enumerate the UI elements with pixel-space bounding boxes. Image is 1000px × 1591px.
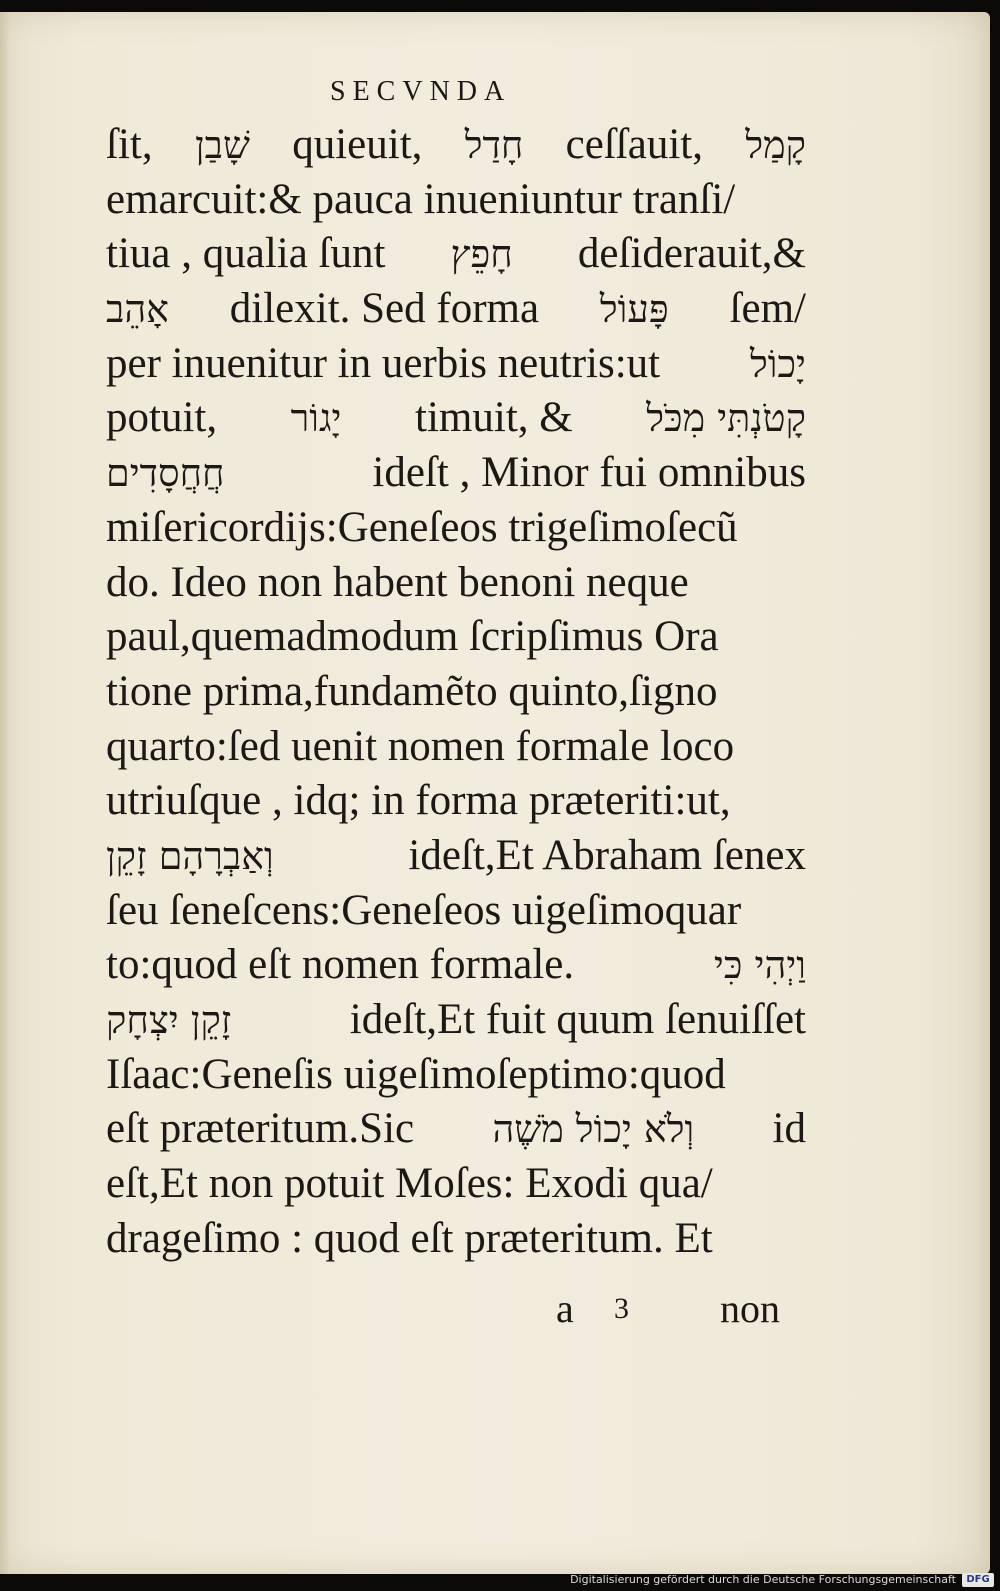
latin-text: dilexit. Sed forma <box>229 285 540 333</box>
latin-text: quarto:ſed uenit nomen formale loco <box>106 722 735 770</box>
hebrew-word: זָקֵן יִצְחָק <box>106 998 232 1042</box>
text-line <box>106 884 806 939</box>
hebrew-word: קָטֹנְתִּי מִכֹּל <box>646 396 806 441</box>
text-line <box>106 337 806 392</box>
text-line <box>106 610 806 665</box>
latin-text: ſem/ <box>729 285 806 333</box>
credit-text: Digitalisierung gefördert durch die Deutsche Forschungsgemeinschaft <box>570 1572 956 1586</box>
text-line <box>106 829 806 884</box>
text-line <box>106 282 806 337</box>
text-line <box>106 720 806 775</box>
latin-text: eſt,Et non potuit Moſes: Exodi qua/ <box>106 1160 713 1208</box>
text-line <box>106 665 806 720</box>
text-line <box>106 938 806 993</box>
text-line <box>106 1157 806 1212</box>
dfg-logo: DFG <box>962 1573 994 1587</box>
hebrew-word: יָגוֹר <box>290 396 342 441</box>
latin-text: do. Ideo non habent benoni neque <box>106 558 689 606</box>
hebrew-word: קָמַל <box>745 123 806 167</box>
hebrew-word: וְאַבְרָהָם זָקֵן <box>106 833 274 878</box>
catchword: non <box>720 1286 780 1331</box>
hebrew-word: חָפֵץ <box>450 232 513 277</box>
text-line <box>106 993 806 1048</box>
hebrew-word: וַיְהִי כִּי <box>713 943 806 988</box>
text-line <box>106 556 806 611</box>
latin-text: id <box>772 1105 806 1153</box>
latin-text: to:quod eſt nomen formale. <box>106 941 575 989</box>
latin-text: per inuenitur in uerbis neutris:ut <box>106 339 661 387</box>
hebrew-word: פָּעוֹל <box>599 287 669 332</box>
latin-text: ideſt,Et Abraham ſenex <box>408 831 806 879</box>
latin-text: potuit, <box>106 394 218 442</box>
latin-text: ſeu ſeneſcens:Geneſeos uigeſimoquar <box>106 886 742 934</box>
hebrew-word: יָכוֹל <box>749 341 806 386</box>
signature-mark: a <box>556 1286 574 1331</box>
latin-text: Iſaac:Geneſis uigeſimoſeptimo:quod <box>106 1050 726 1098</box>
text-line <box>106 173 806 228</box>
latin-text: ceſſauit, <box>565 121 703 168</box>
latin-text: paul,quemadmodum ſcripſimus Ora <box>106 613 719 661</box>
hebrew-word: וְלֹא יָכוֹל מֹשֶׁה <box>492 1107 695 1152</box>
latin-text: ſit, <box>106 121 153 168</box>
latin-text: deſiderauit,& <box>577 230 806 278</box>
text-line <box>106 118 806 173</box>
text-line <box>106 1102 806 1157</box>
latin-text: quieuit, <box>292 121 423 168</box>
hebrew-word: שָׁבַן <box>194 123 250 167</box>
latin-text: timuit, & <box>415 394 573 442</box>
text-line <box>106 1212 806 1267</box>
text-line <box>106 446 806 501</box>
latin-text: ideſt , Minor fui omnibus <box>372 449 806 497</box>
latin-text: tione prima,fundamẽto quinto,ſigno <box>106 667 718 715</box>
hebrew-word: חֲחֲסָדִים <box>106 451 225 496</box>
latin-text: drageſimo : quod eſt præteritum. Et <box>106 1214 713 1262</box>
latin-text: emarcuit:& pauca inueniuntur tranſi/ <box>106 175 736 223</box>
hebrew-word: אָהֵב <box>106 287 169 332</box>
latin-text: eſt præteritum.Sic <box>106 1105 415 1153</box>
text-line <box>106 501 806 556</box>
signature-number: 3 <box>614 1292 629 1325</box>
latin-text: ideſt,Et fuit quum ſenuiſſet <box>349 996 806 1043</box>
page-gutter-shadow <box>0 12 10 1574</box>
text-line <box>106 227 806 282</box>
text-line <box>106 1048 806 1103</box>
text-line <box>106 774 806 829</box>
text-line <box>106 391 806 446</box>
latin-text: miſericordijs:Geneſeos trigeſimoſecũ <box>106 503 738 551</box>
digitization-credit <box>570 1571 956 1587</box>
latin-text: tiua , qualia ſunt <box>106 230 386 278</box>
body-text <box>106 118 806 1266</box>
running-head: SECVNDA <box>330 76 512 107</box>
hebrew-word: חָדַל <box>464 123 524 167</box>
latin-text: utriuſque , idq; in forma præteriti:ut, <box>106 777 731 825</box>
